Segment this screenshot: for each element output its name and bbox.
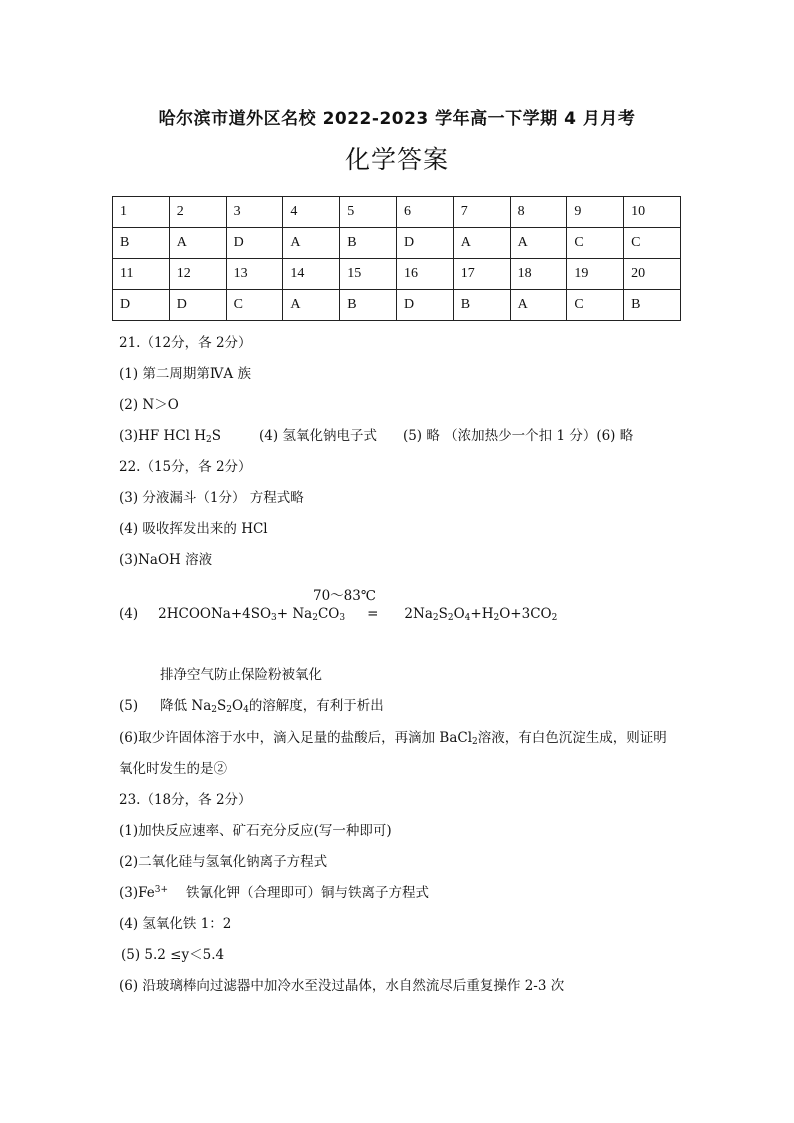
question-number-cell: 5 — [340, 197, 397, 228]
q22-note: 排净空气防止保险粉被氧化 — [160, 667, 322, 683]
q23-part3: $(3)Fe^{3+}$ 铁氰化钾（合理即可）铜与铁离子方程式 — [119, 885, 430, 901]
question-number-cell: 18 — [510, 259, 567, 290]
answer-cell: A — [169, 228, 226, 259]
chemical-equation: (4) $2HCOONa+4SO_3+ Na_2CO_3 = 2Na_2S_2O_4+H_2O+3CO_2$ — [119, 606, 558, 623]
answer-cell: B — [113, 228, 170, 259]
answer-cell: D — [226, 228, 283, 259]
question-number-row — [113, 197, 681, 228]
q21-part3-6 — [119, 424, 633, 445]
q23-part2: (2)二氧化硅与氢氧化钠离子方程式 — [119, 854, 328, 870]
q23-part1: (1)加快反应速率、矿石充分反应(写一种即可) — [119, 823, 392, 839]
document-subtitle: 化学答案 — [344, 145, 449, 174]
q21-part1: (1) 第二周期第ⅣA 族 — [119, 366, 251, 382]
question-number-cell: 7 — [453, 197, 510, 228]
q22-part5: (5) 降低 $Na_2S_2O_4$的溶解度，有利于析出 — [119, 698, 384, 715]
q21-part5-6: (5) 略 （浓加热少一个扣 1 分）(6) 略 — [402, 428, 634, 444]
q22-part6-cont: 氧化时发生的是② — [119, 761, 227, 777]
q23-part5: (5) 5.2 ≤y＜5.4 — [121, 947, 225, 963]
answer-cell: B — [340, 290, 397, 321]
answer-cell: A — [283, 290, 340, 321]
q21-heading: 21.（12分，各 2分） — [119, 335, 252, 351]
question-number-cell: 6 — [396, 197, 453, 228]
answer-cell: B — [453, 290, 510, 321]
answer-cell: C — [567, 290, 624, 321]
answer-cell: B — [624, 290, 681, 321]
question-number-cell: 1 — [113, 197, 170, 228]
answer-cell: D — [169, 290, 226, 321]
question-number-cell: 13 — [226, 259, 283, 290]
answer-cell: B — [340, 228, 397, 259]
question-number-cell: 3 — [226, 197, 283, 228]
q21-part2: (2) N＞O — [119, 397, 179, 413]
reaction-condition: 70～83℃ — [313, 588, 376, 604]
question-number-cell: 10 — [624, 197, 681, 228]
question-number-cell: 20 — [624, 259, 681, 290]
q21-part3: (3)HF HCl $H_2S$ — [119, 428, 222, 445]
answer-cell: A — [283, 228, 340, 259]
question-number-cell: 19 — [567, 259, 624, 290]
question-number-cell: 17 — [453, 259, 510, 290]
question-number-cell: 8 — [510, 197, 567, 228]
answer-cell: A — [510, 290, 567, 321]
answer-cell: D — [396, 290, 453, 321]
question-number-row — [113, 259, 681, 290]
answer-cell: A — [453, 228, 510, 259]
answer-row — [113, 290, 681, 321]
answer-cell: C — [226, 290, 283, 321]
q22-heading: 22.（15分，各 2分） — [119, 459, 252, 475]
q23-part4: (4) 氢氧化铁 1：2 — [119, 916, 232, 932]
question-number-cell: 15 — [340, 259, 397, 290]
question-number-cell: 14 — [283, 259, 340, 290]
q23-heading: 23.（18分，各 2分） — [119, 792, 252, 808]
answer-table — [112, 196, 681, 321]
question-number-cell: 16 — [396, 259, 453, 290]
answer-row — [113, 228, 681, 259]
answer-cell: C — [624, 228, 681, 259]
q23-part6: (6) 沿玻璃棒向过滤器中加冷水至没过晶体，水自然流尽后重复操作 2-3 次 — [119, 978, 565, 994]
equals-sign: = — [367, 606, 379, 622]
question-number-cell: 9 — [567, 197, 624, 228]
q22-part3: (3)NaOH 溶液 — [119, 552, 213, 568]
q22-part1: (3) 分液漏斗（1分） 方程式略 — [119, 490, 304, 506]
q22-part6: (6)取少许固体溶于水中，滴入足量的盐酸后，再滴加 BaCl$_2$溶液，有白色沉淀生成，则证明 — [119, 730, 667, 747]
question-number-cell: 12 — [169, 259, 226, 290]
document-title: 哈尔滨市道外区名校 2022-2023 学年高一下学期 4 月月考 — [158, 109, 636, 129]
question-number-cell: 11 — [113, 259, 170, 290]
answer-cell: D — [113, 290, 170, 321]
q21-part4: (4) 氢氧化钠电子式 — [259, 428, 377, 444]
q22-part2: (4) 吸收挥发出来的 HCl — [119, 521, 268, 537]
question-number-cell: 4 — [283, 197, 340, 228]
question-number-cell: 2 — [169, 197, 226, 228]
answer-cell: D — [396, 228, 453, 259]
answer-cell: C — [567, 228, 624, 259]
answer-cell: A — [510, 228, 567, 259]
